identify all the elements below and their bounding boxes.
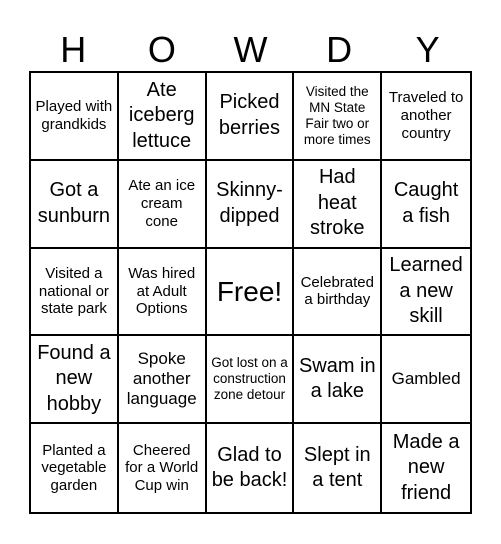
- header-letter-d: D: [326, 29, 353, 70]
- bingo-cell[interactable]: Had heat stroke: [294, 161, 382, 249]
- bingo-cell[interactable]: Found a new hobby: [31, 336, 119, 424]
- bingo-cell[interactable]: Made a new friend: [392, 430, 460, 504]
- bingo-cell[interactable]: Celebrated a birthday: [294, 249, 382, 337]
- bingo-cell[interactable]: Learned a new skill: [382, 249, 470, 337]
- header-letter-w: W: [233, 29, 268, 70]
- bingo-cell[interactable]: Ate an ice cream cone: [119, 161, 207, 249]
- bingo-cell[interactable]: Glad to be back!: [207, 424, 295, 512]
- bingo-cell[interactable]: Spoke another language: [119, 336, 207, 424]
- bingo-cell[interactable]: Got a sunburn: [31, 161, 119, 249]
- bingo-cell[interactable]: Cheered for a World Cup win: [119, 424, 207, 512]
- header-letter-h: H: [60, 29, 87, 70]
- header-letter-o: O: [147, 29, 176, 70]
- bingo-cell[interactable]: Skinny-dipped: [207, 161, 295, 249]
- bingo-cell[interactable]: Planted a vegetable garden: [31, 424, 119, 512]
- bingo-cell[interactable]: Visited a national or state park: [31, 249, 119, 337]
- bingo-cell[interactable]: Was hired at Adult Options: [119, 249, 207, 337]
- bingo-board: [29, 71, 472, 514]
- bingo-cell[interactable]: Swam in a lake: [294, 336, 382, 424]
- bingo-cell[interactable]: Played with grandkids: [31, 73, 119, 161]
- bingo-cell[interactable]: Got lost on a construction zone detour: [207, 336, 295, 424]
- bingo-header: [29, 28, 472, 72]
- bingo-cell[interactable]: Caught a fish: [382, 161, 470, 249]
- bingo-cell[interactable]: Ate iceberg lettuce: [119, 73, 207, 161]
- bingo-cell[interactable]: Visited the MN State Fair two or more times: [294, 73, 382, 161]
- bingo-cell[interactable]: Picked berries: [207, 73, 295, 161]
- bingo-cell[interactable]: Slept in a tent: [294, 424, 382, 512]
- bingo-cell[interactable]: Traveled to another country: [382, 73, 470, 161]
- free-space-cell[interactable]: Free!: [207, 249, 295, 337]
- bingo-cell[interactable]: Gambled: [382, 336, 470, 424]
- header-letter-y: Y: [415, 29, 440, 70]
